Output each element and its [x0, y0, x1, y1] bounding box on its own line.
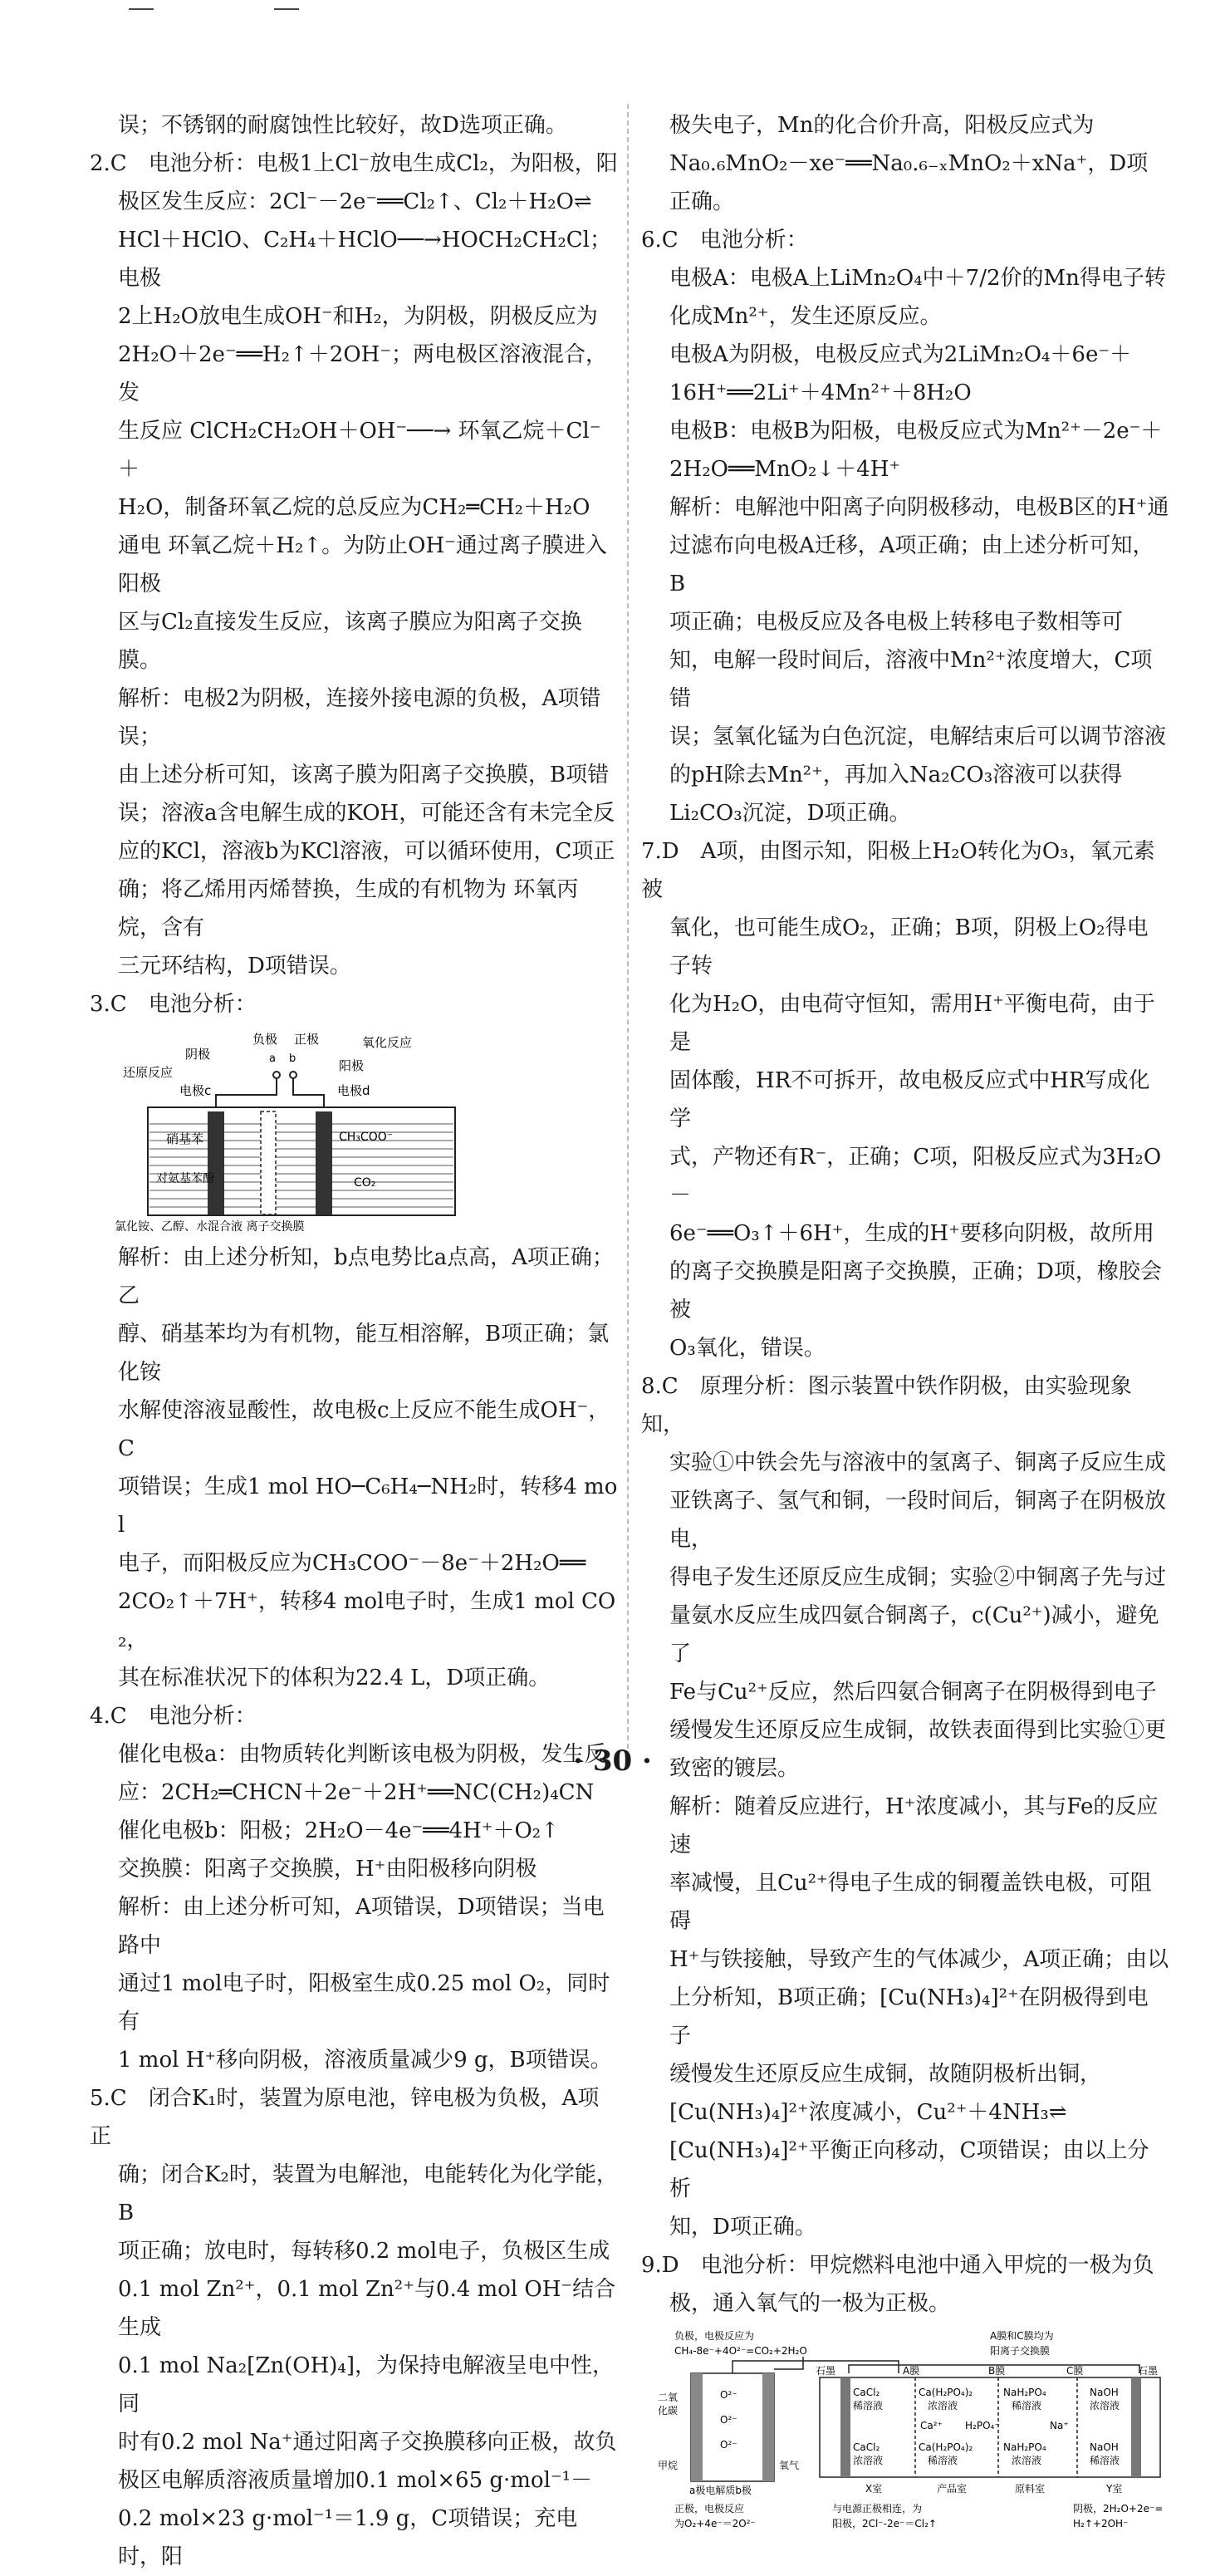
label-positive: 正极	[294, 1032, 320, 1047]
solution-label: 稀溶液	[928, 2455, 958, 2466]
text-line: 上分析知，B项正确；[Cu(NH₃)₄]²⁺在阴极得到电子	[669, 1985, 1149, 2049]
text-line: 5.C 闭合K₁时，装置为原电池，锌电极为负极，A项正	[90, 2086, 600, 2149]
room-raw: 原料室	[1015, 2483, 1046, 2495]
text-line: 8.C 原理分析：图示装置中铁作阴极，由实验现象知，	[641, 1374, 1132, 1437]
membrane-a-label: A膜	[903, 2365, 920, 2377]
text-line: 交换膜：阳离子交换膜，H⁺由阳极移向阴极	[118, 1857, 537, 1882]
positive-note-2: 为O₂+4e⁻＝2O²⁻	[674, 2518, 756, 2529]
text-line: 由上述分析可知，该离子膜为阳离子交换膜，B项错	[118, 763, 610, 788]
text-line: Na₀.₆MnO₂－xe⁻══Na₀.₆₋ₓMnO₂＋xNa⁺，D项正确。	[669, 151, 1149, 214]
o2-label: 氧气	[779, 2460, 800, 2471]
column-divider	[627, 104, 629, 1749]
graphite-right-label: 石墨	[1138, 2365, 1159, 2377]
text-line: 解析：由上述分析知，b点电势比a点高，A项正确；乙	[118, 1245, 614, 1308]
text-line: 量氨水反应生成四氨合铜离子，c(Cu²⁺)减小，避免了	[669, 1603, 1159, 1666]
text-line: 2上H₂O放电生成OH⁻和H₂，为阴极，阴极反应为	[118, 304, 598, 329]
label-acetate: CH₃COO⁻	[339, 1131, 394, 1144]
solution-label: 浓溶液	[1090, 2400, 1120, 2412]
electrode-c	[208, 1111, 224, 1214]
text-line: 电子，而阳极反应为CH₃COO⁻－8e⁻＋2H₂O══	[118, 1551, 586, 1576]
text-line: 的离子交换膜是阳离子交换膜，正确；D项，橡胶会被	[669, 1259, 1162, 1322]
answer-8	[641, 1367, 1169, 2246]
text-line: 4.C 电池分析：	[90, 1704, 257, 1729]
membrane-c-label: C膜	[1066, 2365, 1084, 2377]
label-anode: 阳极	[339, 1058, 365, 1073]
text-line: 项正确；放电时，每转移0.2 mol电子，负极区生成	[118, 2239, 610, 2264]
text-line: 应：2CH₂═CHCN＋2e⁻＋2H⁺══NC(CH₂)₄CN	[118, 1780, 595, 1805]
text-line: 2H₂O══MnO₂↓＋4H⁺	[669, 457, 901, 482]
solution-label: 浓溶液	[853, 2455, 884, 2466]
text-line: 催化电极a：由物质转化判断该电极为阴极，发生反	[118, 1742, 606, 1767]
text-line: [Cu(NH₃)₄]²⁺平衡正向移动，C项错误；由以上分析	[669, 2138, 1149, 2201]
text-line: 应的KCl，溶液b为KCl溶液，可以循环使用，C项正	[118, 839, 615, 864]
text-line: Li₂CO₃沉淀，D项正确。	[669, 801, 911, 826]
electrode-b	[762, 2373, 774, 2481]
graphite-left	[840, 2377, 850, 2477]
text-line: 水解使溶液显酸性，故电极c上反应不能生成OH⁻，C	[118, 1398, 610, 1461]
answer-6	[641, 221, 1169, 832]
electrolysis-diagram-q3	[90, 1028, 613, 1234]
answer-9	[641, 2246, 1169, 2323]
text-line: [Cu(NH₃)₄]²⁺浓度减小，Cu²⁺＋4NH₃⇌	[669, 2100, 1067, 2125]
text-line: 极，通入氧气的一极为正极。	[669, 2291, 951, 2316]
electrode-d	[316, 1111, 332, 1214]
text-line: 三元环结构，D项错误。	[118, 954, 351, 979]
text-line: 其在标准状况下的体积为22.4 L，D项正确。	[118, 1666, 551, 1690]
text-line: 醇、硝基苯均为有机物，能互相溶解，B项正确；氯化铵	[118, 1322, 610, 1385]
page-number: · 30 ·	[573, 1744, 652, 1778]
text-line: 通电 环氧乙烷＋H₂↑。为防止OH⁻通过离子膜进入阳极	[118, 533, 607, 596]
solution-label: 稀溶液	[853, 2400, 884, 2412]
solution-label: 浓溶液	[928, 2400, 958, 2412]
text-line: 极区发生反应：2Cl⁻－2e⁻══Cl₂↑、Cl₂＋H₂O⇌	[118, 189, 592, 214]
label-electrode-d: 电极d	[337, 1083, 370, 1098]
ion-label: O²⁻	[720, 2389, 737, 2401]
ion-exchange-membrane	[261, 1111, 276, 1214]
text-line: 极区电解质溶液质量增加0.1 mol×65 g·mol⁻¹－	[118, 2468, 593, 2493]
text-line: 1 mol H⁺移向阴极，溶液质量减少9 g，B项错误。	[118, 2048, 612, 2073]
text-line: 解析：由上述分析可知，A项错误，D项错误；当电路中	[118, 1895, 605, 1958]
text-line: 6e⁻══O₃↑＋6H⁺，生成的H⁺要移向阴极，故所用	[669, 1221, 1154, 1246]
text-line: 项正确；电极反应及各电极上转移电子数相等可	[669, 610, 1124, 635]
text-line: 区与Cl₂直接发生反应，该离子膜应为阳离子交换膜。	[118, 610, 582, 673]
solution-label: CaCl₂	[853, 2441, 880, 2453]
text-line: 催化电极b：阳极；2H₂O－4e⁻══4H⁺＋O₂↑	[118, 1818, 560, 1843]
membrane-b-label: B膜	[988, 2365, 1006, 2377]
text-line: 9.D 电池分析：甲烷燃料电池中通入甲烷的一极为负	[641, 2253, 1154, 2278]
solution-label: 稀溶液	[1090, 2455, 1120, 2466]
fuel-cell-diagram-q9	[641, 2328, 1173, 2535]
text-line: 电极B：电极B为阳极，电极反应式为Mn²⁺－2e⁻＋	[669, 419, 1163, 444]
co2-label: 化碳	[658, 2405, 679, 2417]
label-co2: CO₂	[354, 1176, 376, 1190]
text-line: 解析：电极2为阴极，连接外接电源的负极，A项错误；	[118, 686, 601, 749]
room-product: 产品室	[937, 2483, 968, 2495]
terminal-a	[273, 1072, 280, 1078]
ac-note-2: 阳离子交换膜	[990, 2345, 1051, 2357]
text-line: 解析：随着反应进行，H⁺浓度减小，其与Fe的反应速	[669, 1794, 1159, 1857]
text-line: 得电子发生还原反应生成铜；实验②中铜离子先与过	[669, 1565, 1167, 1590]
text-line: 缓慢发生还原反应生成铜，故随阴极析出铜，	[669, 2062, 1102, 2087]
ion-h2po4: H₂PO₄⁻	[965, 2420, 1000, 2431]
text-line: H⁺与铁接触，导致产生的气体减少，A项正确；由以	[669, 1947, 1169, 1972]
label-cathode: 阴极	[185, 1047, 211, 1062]
text-line: 式，产物还有R⁻，正确；C项，阳极反应式为3H₂O－	[669, 1145, 1162, 1208]
text-line: 0.1 mol Zn²⁺，0.1 mol Zn²⁺与0.4 mol OH⁻结合生成	[118, 2277, 616, 2340]
ion-label: O²⁻	[720, 2414, 737, 2426]
text-line: 知，D项正确。	[669, 2215, 816, 2240]
answer-5	[90, 2079, 618, 2576]
ac-note-1: A膜和C膜均为	[990, 2330, 1054, 2342]
text-line: 16H⁺══2Li⁺＋4Mn²⁺＋8H₂O	[669, 380, 972, 405]
text-line: 电极A为阴极，电极反应式为2LiMn₂O₄＋6e⁻＋	[669, 342, 1132, 367]
label-a: a	[269, 1052, 276, 1065]
text-line: Fe与Cu²⁺反应，然后四氨合铜离子在阴极得到电子	[669, 1680, 1157, 1705]
graphite-right	[1131, 2377, 1141, 2477]
text-line: HCl＋HClO、C₂H₄＋HClO──→HOCH₂CH₂Cl；电极	[118, 228, 611, 291]
label-aminophenol: 对氨基苯酚	[156, 1172, 214, 1185]
label-b: b	[289, 1052, 296, 1065]
text-line: 致密的镀层。	[669, 1756, 800, 1781]
text-line: 生反应 ClCH₂CH₂OH＋OH⁻──→ 环氧乙烷＋Cl⁻＋	[118, 419, 601, 482]
text-line: 6.C 电池分析：	[641, 228, 808, 253]
solution-label: Ca(H₂PO₄)₂	[919, 2387, 973, 2398]
electrode-a	[691, 2373, 703, 2481]
text-line: 知，电解一段时间后，溶液中Mn²⁺浓度增大，C项错	[669, 648, 1153, 711]
room-x: X室	[865, 2483, 883, 2495]
ion-na: Na⁺	[1050, 2420, 1069, 2431]
solution-label: Ca(H₂PO₄)₂	[919, 2441, 973, 2453]
answer-2	[90, 145, 618, 985]
terminal-b	[290, 1072, 296, 1078]
ch4-label: 甲烷	[658, 2460, 679, 2471]
text-line: 化成Mn²⁺，发生还原反应。	[669, 304, 942, 329]
text-line: 0.2 mol×23 g·mol⁻¹＝1.9 g，C项错误；充电时，阳	[118, 2506, 578, 2569]
answer-7	[641, 832, 1169, 1367]
answer-3-analysis	[90, 1239, 618, 1697]
text-line: 固体酸，HR不可拆开，故电极反应式中HR写成化学	[669, 1068, 1150, 1131]
text-line: 2CO₂↑＋7H⁺，转移4 mol电子时，生成1 mol CO₂，	[118, 1589, 616, 1652]
text-line: 时有0.2 mol Na⁺通过阳离子交换膜移向正极，故负	[118, 2430, 617, 2455]
label-oxidation: 氧化反应	[362, 1035, 413, 1050]
figure-caption: 氯化铵、乙醇、水混合液 离子交换膜	[115, 1220, 305, 1234]
text-line: 2H₂O＋2e⁻══H₂↑＋2OH⁻；两电极区溶液混合，发	[118, 342, 608, 405]
text-line: 极失电子，Mn的化合价升高，阳极反应式为	[669, 113, 1095, 138]
text-line: 通过1 mol电子时，阳极室生成0.25 mol O₂，同时有	[118, 1971, 610, 2034]
ion-label: O²⁻	[720, 2439, 737, 2451]
co2-label: 二氧	[658, 2392, 679, 2403]
solution-label: NaOH	[1090, 2441, 1119, 2453]
text-line: 实验①中铁会先与溶液中的氢离子、铜离子反应生成	[669, 1450, 1167, 1475]
top-mark	[274, 8, 299, 10]
solution-label: 浓溶液	[1012, 2455, 1042, 2466]
text-line: 3.C 电池分析：	[90, 992, 257, 1017]
room-y: Y室	[1106, 2483, 1123, 2495]
text-line: 过滤布向电极A迁移，A项正确；由上述分析可知，B	[669, 533, 1154, 596]
cathode-note-2: H₂↑+2OH⁻	[1073, 2518, 1129, 2529]
text-line: 的pH除去Mn²⁺，再加入Na₂CO₃溶液可以获得	[669, 763, 1123, 788]
left-column	[90, 106, 618, 2576]
text-line: 氧化，也可能生成O₂，正确；B项，阴极上O₂得电子转	[669, 915, 1149, 979]
text-line: 解析：电解池中阳离子向阴极移动，电极B区的H⁺通	[669, 495, 1169, 520]
neg-title: 负极，电极反应为	[674, 2330, 755, 2342]
solution-label: 稀溶液	[1012, 2400, 1042, 2412]
text-line: 误；氢氧化锰为白色沉淀，电解结束后可以调节溶液	[669, 724, 1167, 749]
solution-label: NaH₂PO₄	[1003, 2387, 1046, 2398]
label-reduction: 还原反应	[123, 1065, 174, 1080]
text-line: 率减慢，且Cu²⁺得电子生成的铜覆盖铁电极，可阻碍	[669, 1871, 1152, 1934]
text-line: 误；溶液a含电解生成的KOH，可能还含有未完全反	[118, 801, 615, 826]
anode-note-2: 阳极，2Cl⁻-2e⁻＝Cl₂↑	[832, 2518, 937, 2529]
text-line: 项错误；生成1 mol HO─C₆H₄─NH₂时，转移4 mol	[118, 1474, 618, 1538]
graphite-left-label: 石墨	[816, 2365, 836, 2377]
text-line: H₂O，制备环氧乙烷的总反应为CH₂═CH₂＋H₂O	[118, 495, 590, 520]
solution-label: NaH₂PO₄	[1003, 2441, 1046, 2453]
text-line: 缓慢发生还原反应生成铜，故铁表面得到比实验①更	[669, 1718, 1167, 1743]
text-line: O₃氧化，错误。	[669, 1336, 826, 1361]
electrolyte-label: a极电解质b极	[689, 2485, 752, 2496]
anode-note-1: 与电源正极相连，为	[832, 2503, 923, 2515]
cathode-note-1: 阴极，2H₂O+2e⁻=	[1073, 2503, 1164, 2515]
right-column	[641, 106, 1169, 2554]
text-line: 7.D A项，由图示知，阳极上H₂O转化为O₃，氧元素被	[641, 839, 1155, 902]
text-line: 2.C 电池分析：电极1上Cl⁻放电生成Cl₂，为阳极，阳	[90, 151, 618, 176]
label-nitrobenzene: 硝基苯	[166, 1131, 204, 1146]
top-mark	[129, 8, 154, 10]
label-negative: 负极	[252, 1032, 278, 1047]
solution-label: NaOH	[1090, 2387, 1119, 2398]
positive-note-1: 正极，电极反应	[674, 2503, 745, 2515]
neg-equation: CH₄-8e⁻+4O²⁻=CO₂+2H₂O	[674, 2345, 807, 2357]
text-line: 确；闭合K₂时，装置为电解池，电能转化为化学能，B	[118, 2162, 618, 2225]
text-line: 电极A：电极A上LiMn₂O₄中＋7/2价的Mn得电子转	[669, 266, 1166, 291]
text-line: 确；将乙烯用丙烯替换，生成的有机物为 环氧丙烷，含有	[118, 877, 579, 940]
text-line: 亚铁离子、氢气和铜，一段时间后，铜离子在阴极放电，	[669, 1489, 1167, 1552]
label-electrode-c: 电极c	[179, 1083, 212, 1098]
solution-label: CaCl₂	[853, 2387, 880, 2398]
ion-ca: Ca²⁺	[920, 2420, 943, 2431]
text-line: 0.1 mol Na₂[Zn(OH)₄]，为保持电解液呈电中性，同	[118, 2353, 614, 2417]
text-line: 误；不锈钢的耐腐蚀性比较好，故D选项正确。	[118, 113, 567, 138]
text-line: 化为H₂O，由电荷守恒知，需用H⁺平衡电荷，由于是	[669, 992, 1155, 1055]
